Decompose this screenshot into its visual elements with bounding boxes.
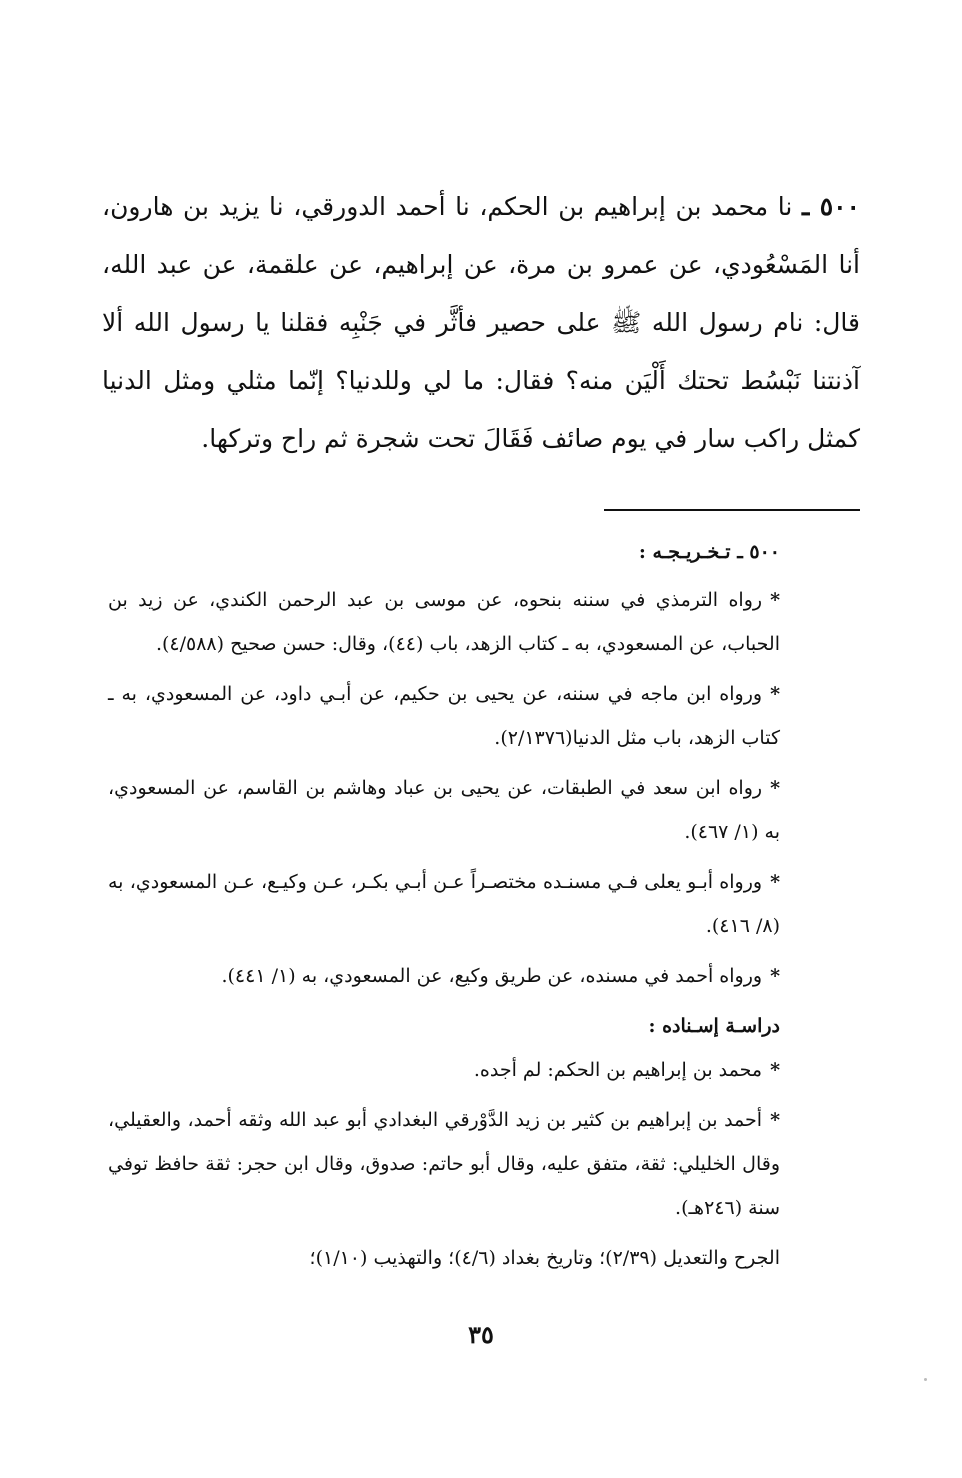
takhrij-item [108,578,780,666]
takhrij-item-text: رواه ابن سعد في الطبقات، عن يحيى بن عباد وهاشم بن القاسم، عن المسعودي، به (١/ ٤٦٧). [108,777,780,843]
footnote-divider [604,509,860,511]
bullet-star: * [770,683,780,705]
isnad-heading: دراسـة إسـناده : [648,1015,780,1037]
isnad-references-text: الجرح والتعديل (٢/٣٩)؛ وتاريخ بغداد (٤/٦)؛ والتهذيب (١/١٠)؛ [309,1247,780,1269]
page-number: ٣٥ [468,1320,494,1349]
takhrij-item [108,672,780,760]
takhrij-item [108,860,780,948]
hadith-text-block [102,178,860,468]
hadith-number: ٥٠٠ ـ [801,192,860,221]
isnad-item [108,1098,780,1230]
isnad-item-text: أحمد بن إبراهيم بن كثير بن زيد الدَّوْرقي البغدادي أبو عبد الله وثقه أحمد، والعقيلي، وقال الخليلي: ثقة، متفق عليه، وقال أبو حاتم: صدوق، وقال ابن حجر: ثقة حافظ توفي سنة (٢٤٦هـ). [108,1109,780,1219]
isnad-item-text: محمد بن إبراهيم بن الحكم: لم أجده. [473,1059,763,1081]
takhrij-item-text: رواه الترمذي في سننه بنحوه، عن موسى بن عبد الرحمن الكندي، عن زيد بن الحباب، عن المسعودي، به ـ كتاب الزهد، باب (٤٤)، وقال: حسن صحيح (٤/٥٨٨). [108,589,780,655]
bullet-star: * [770,1109,780,1131]
bullet-star: * [770,1059,780,1081]
bullet-star: * [770,871,780,893]
takhrij-item-text: ورواه أحمد في مسنده، عن طريق وكيع، عن المسعودي، به (١/ ٤٤١). [221,965,763,987]
scan-speck [924,1378,927,1381]
notes-section [108,530,780,1286]
bullet-star: * [770,777,780,799]
hadith-text: نا محمد بن إبراهيم بن الحكم، نا أحمد الدورقي، نا يزيد بن هارون، أنا المَسْعُودي، عن عمرو بن مرة، عن إبراهيم، عن علقمة، عن عبد الله، قال: نام رسول الله ﷺ على حصير فأثَّر في جَنْبِه فقلنا يا رسول الله ألا آذنتنا نَبْسُط تحتك أَلْيَن منه؟ فقال: ما لي وللدنيا؟ إنّما مثلي ومثل الدنيا كمثل راكب سار في يوم صائف فَقَالَ تحت شجرة ثم راح وتركها. [102,192,860,453]
takhrij-item-text: ورواه ابن ماجه في سننه، عن يحيى بن حكيم، عن أبـي داود، عن المسعودي، به ـ كتاب الزهد، باب مثل الدنيا(٢/١٣٧٦). [108,683,780,749]
takhrij-item [108,766,780,854]
isnad-item [108,1048,780,1092]
isnad-references [108,1236,780,1280]
takhrij-item [108,954,780,998]
takhrij-heading: ٥٠٠ ـ تـخـريـجـه : [638,541,780,563]
bullet-star: * [770,965,780,987]
takhrij-item-text: ورواه أبـو يعلى فـي مسنـده مختصـراً عـن أبـي بكـر، عـن وكيـع، عـن المسعودي، به (٨/ ٤١٦). [108,871,780,937]
bullet-star: * [770,589,780,611]
